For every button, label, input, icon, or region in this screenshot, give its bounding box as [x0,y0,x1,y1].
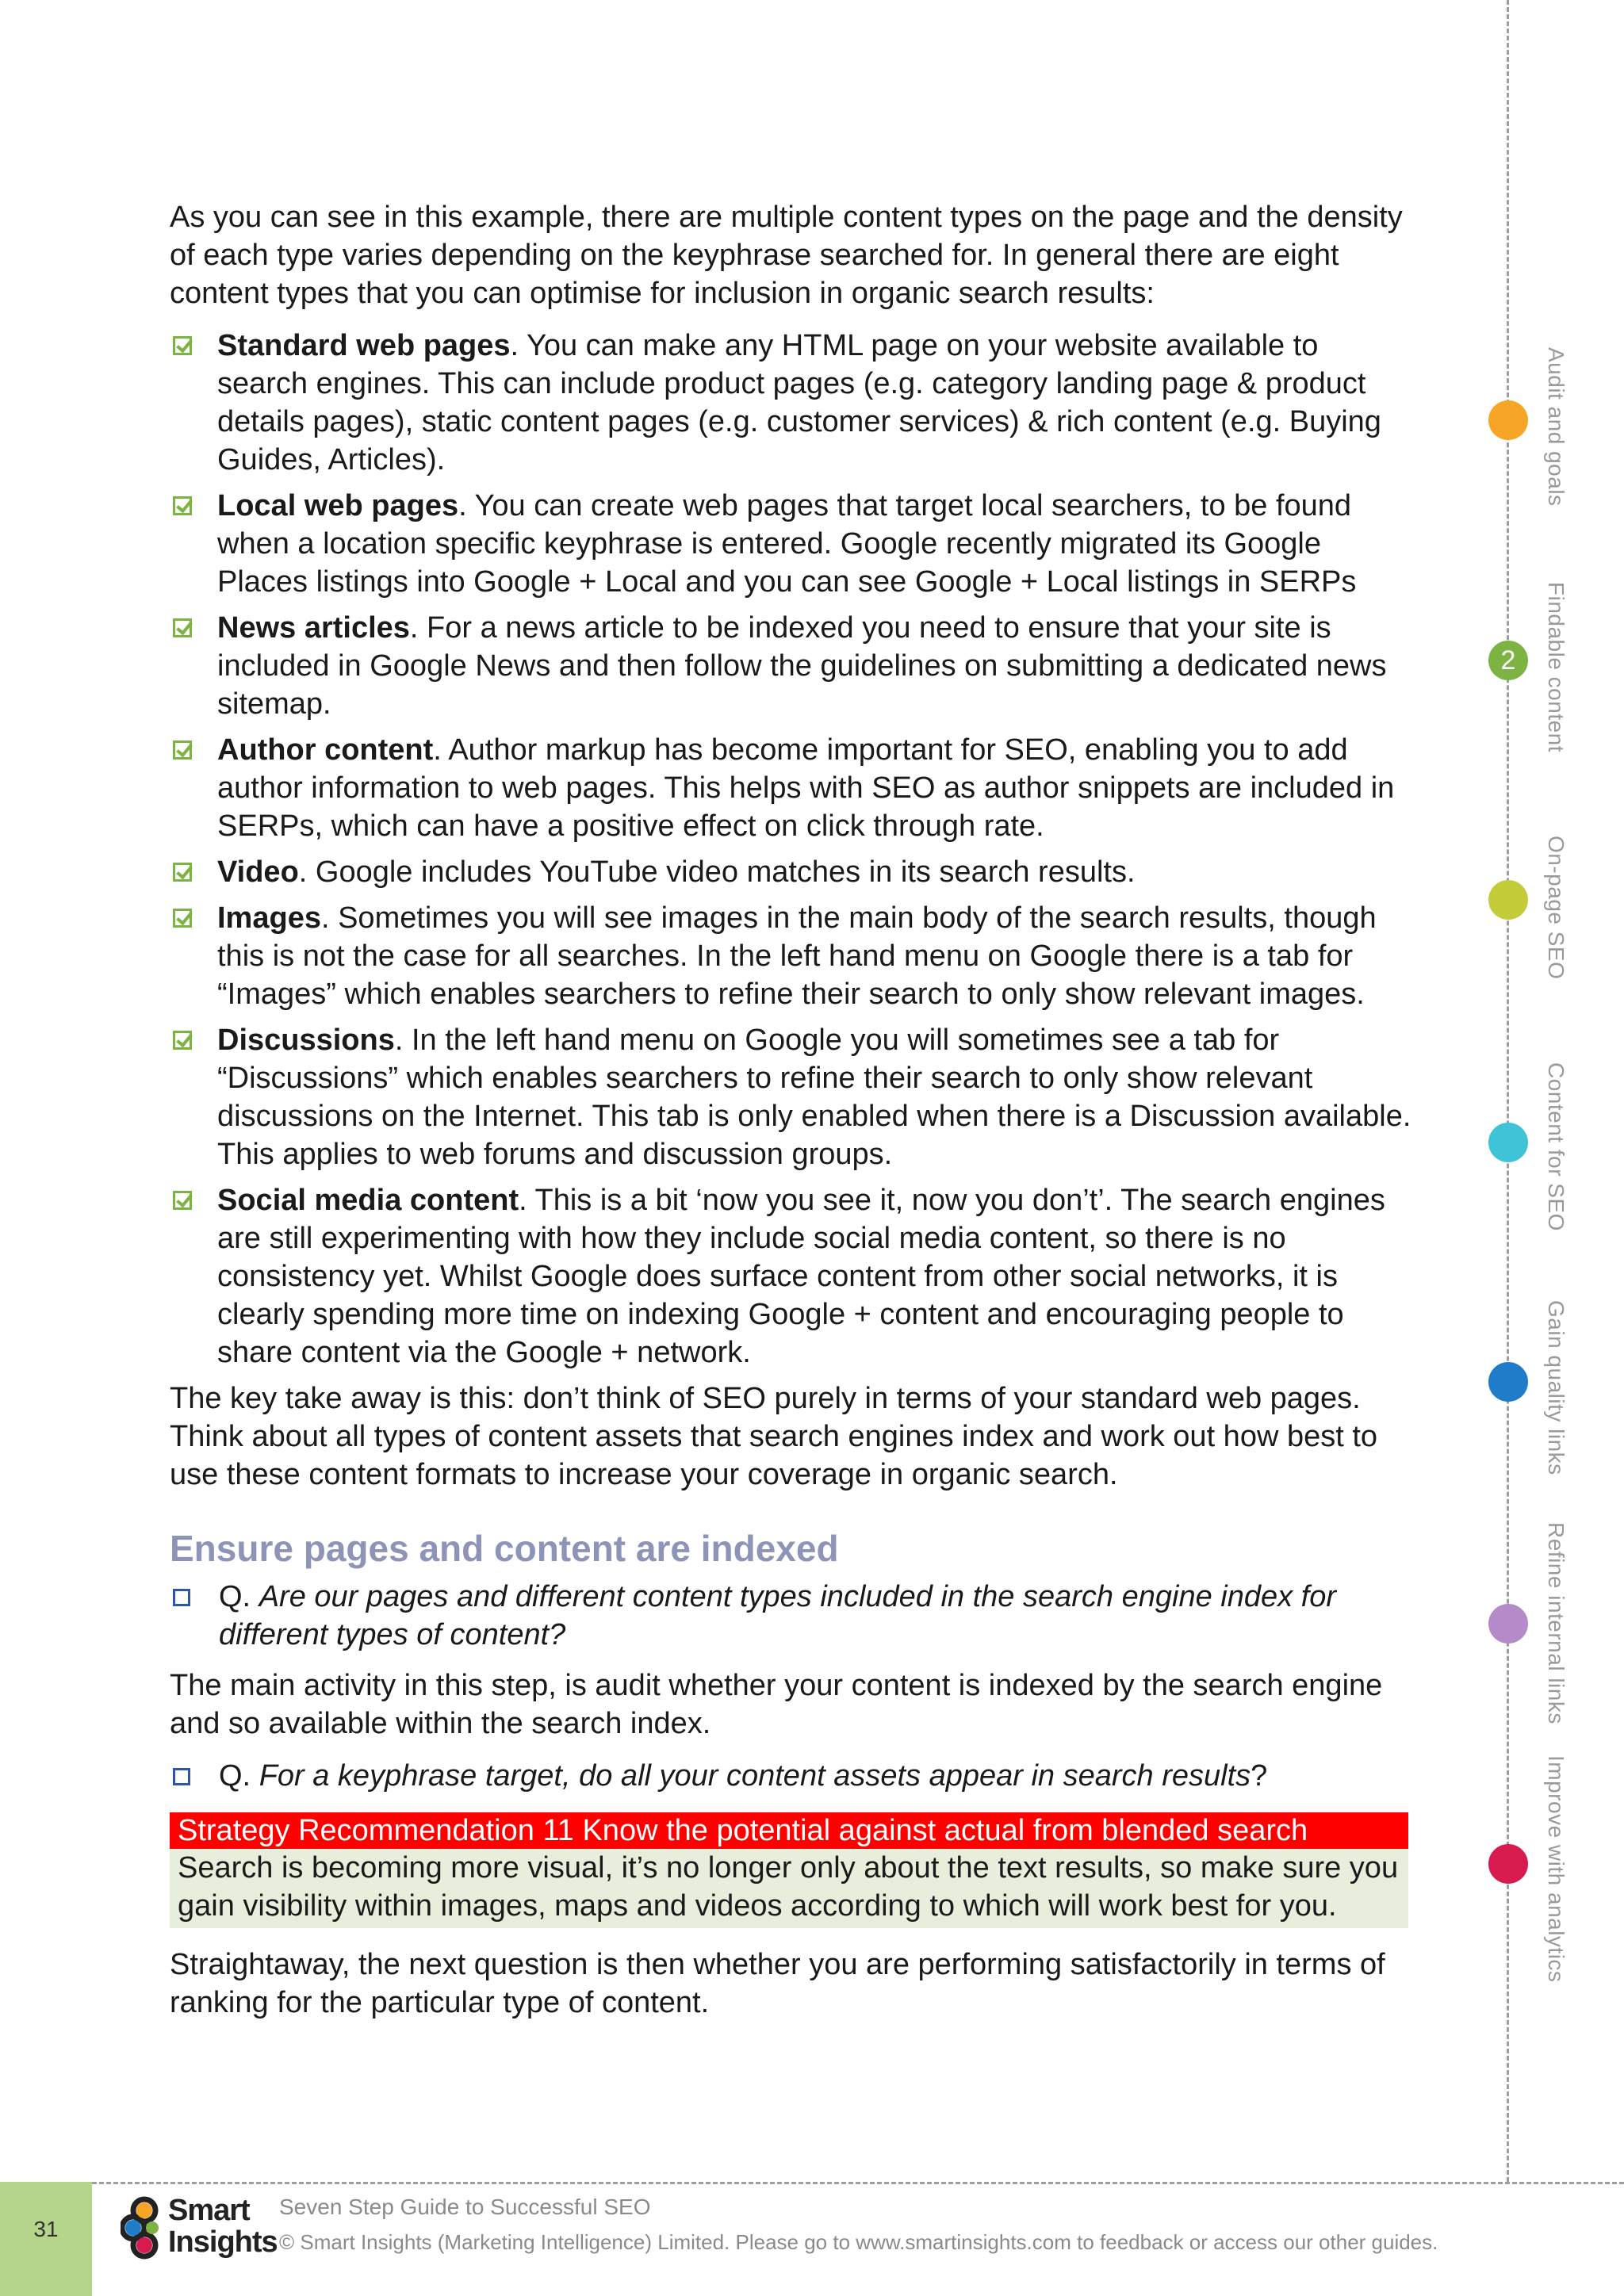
item-text: . For a news article to be indexed you need to ensure that your site is included in Google News and then follow the guidelines on submitting a dedicated news sitemap. [217,611,1387,721]
checkbox-checked-icon [173,863,192,882]
timeline-dot-links [1488,1362,1528,1402]
item-text: . You can make any HTML page on your website available to search engines. This can include product pages (e.g. category landing page & product details pages), static content pages (e.g. customer services) & rich content (e.g. Buying Guides, Articles). [217,329,1381,476]
main-content [170,198,1415,2022]
list-item [170,487,1415,601]
strategy-body: Search is becoming more visual, it’s no longer only about the text results, so make sure you gain visibility within images, maps and videos according to which will work best for you. [170,1849,1408,1928]
main-activity-paragraph: The main activity in this step, is audit whether your content is indexed by the search engine and so available within the search index. [170,1669,1383,1740]
smart-insights-logo [121,2193,278,2261]
footer-guide-title: Seven Step Guide to Successful SEO [279,2195,651,2219]
timeline-dot-internal [1488,1604,1528,1644]
footer-copyright: © Smart Insights (Marketing Intelligence) Limited. Please go to www.smartinsights.com to feedback or access our other guides. [279,2230,1438,2254]
timeline-label-audit: Audit and goals [1544,347,1568,507]
timeline-dot-onpage [1488,880,1528,920]
question-prefix: Q. [219,1759,259,1793]
timeline-label-internal: Refine internal links [1544,1522,1568,1724]
timeline-dot-audit [1488,400,1528,440]
item-title: News articles [217,611,410,645]
item-text: . You can create web pages that target local searchers, to be found when a location specific keyphrase is entered. Google recently migrated its Google Places listings into Google + Local and you can see Google + Local listings in SERPs [217,489,1357,599]
strategy-recommendation-box [170,1812,1408,1928]
question-text: Are our pages and different content types included in the search engine index for different types of content? [219,1580,1337,1651]
question-item [170,1757,1415,1795]
timeline-label-findable: Findable content [1544,582,1568,753]
timeline-dot-analytics [1488,1844,1528,1884]
item-title: Discussions [217,1024,395,1057]
logo-icon [121,2193,167,2261]
item-title: Author content [217,733,434,767]
list-item [170,327,1415,479]
timeline-label-content: Content for SEO [1544,1062,1568,1231]
item-text: . Sometimes you will see images in the main body of the search results, though this is not the case for all searches. In the left hand menu on Google there is a tab for “Images” which enables searchers to refine their search to only show relevant images. [217,901,1377,1011]
list-item [170,731,1415,845]
timeline-label-links: Gain quality links [1544,1300,1568,1475]
checkbox-checked-icon [173,1191,192,1210]
content-types-list [170,327,1415,1372]
checkbox-checked-icon [173,740,192,760]
checkbox-empty-icon [173,1589,190,1606]
footer-dashed-line [92,2182,1624,2184]
section-heading: Ensure pages and content are indexed [170,1528,839,1569]
list-item [170,1181,1415,1372]
checkbox-checked-icon [173,496,192,515]
closing-paragraph: Straightaway, the next question is then whether you are performing satisfactorily in terms of ranking for the particular type of content. [170,1948,1385,2019]
question-suffix: ? [1251,1759,1268,1793]
list-item [170,853,1415,891]
checkbox-checked-icon [173,618,192,637]
question-item [170,1578,1415,1654]
item-title: Local web pages [217,489,459,522]
timeline-dot-content [1488,1123,1528,1162]
item-text: . This is a bit ‘now you see it, now you don’t’. The search engines are still experimenting with how they include social media content, so there is no consistency yet. Whilst Google does surface content from other social networks, it is clearly spending more time on indexing Google + content and encouraging people to share content via the Google + network. [217,1184,1385,1369]
list-item [170,609,1415,723]
item-title: Standard web pages [217,329,511,362]
logo-text-smart: Smart [168,2194,250,2227]
timeline-label-onpage: On-page SEO [1544,836,1568,980]
timeline-dot-findable: 2 [1488,641,1528,680]
checkbox-checked-icon [173,336,192,355]
list-item [170,899,1415,1013]
item-text: . Author markup has become important for SEO, enabling you to add author information to web pages. This helps with SEO as author snippets are included in SERPs, which can have a positive effect on click through rate. [217,733,1395,843]
checkbox-checked-icon [173,1031,192,1050]
logo-text-insights: Insights [168,2225,278,2259]
question-text: For a keyphrase target, do all your content assets appear in search results [259,1759,1251,1793]
page-number: 31 [33,2217,59,2241]
checkbox-checked-icon [173,909,192,928]
item-title: Video [217,855,299,889]
item-text: . In the left hand menu on Google you will sometimes see a tab for “Discussions” which enables searchers to refine their search to only show relevant discussions on the Internet. This tab is only enabled when there is a Discussion available. This applies to web forums and discussion groups. [217,1024,1411,1171]
item-title: Images [217,901,321,935]
question-prefix: Q. [219,1580,259,1613]
intro-paragraph: As you can see in this example, there are multiple content types on the page and the density of each type varies depending on the keyphrase searched for. In general there are eight content types that you can optimise for inclusion in organic search results: [170,201,1403,310]
takeaway-paragraph: The key take away is this: don’t think of SEO purely in terms of your standard web pages. Think about all types of content assets that search engines index and work out how best to use these content formats to increase your coverage in organic search. [170,1382,1378,1491]
item-title: Social media content [217,1184,519,1217]
checkbox-empty-icon [173,1768,190,1785]
timeline-label-analytics: Improve with analytics [1544,1755,1568,1983]
item-text: . Google includes YouTube video matches in its search results. [298,855,1136,889]
strategy-title: Strategy Recommendation 11 Know the potential against actual from blended search [170,1812,1408,1849]
list-item [170,1021,1415,1173]
